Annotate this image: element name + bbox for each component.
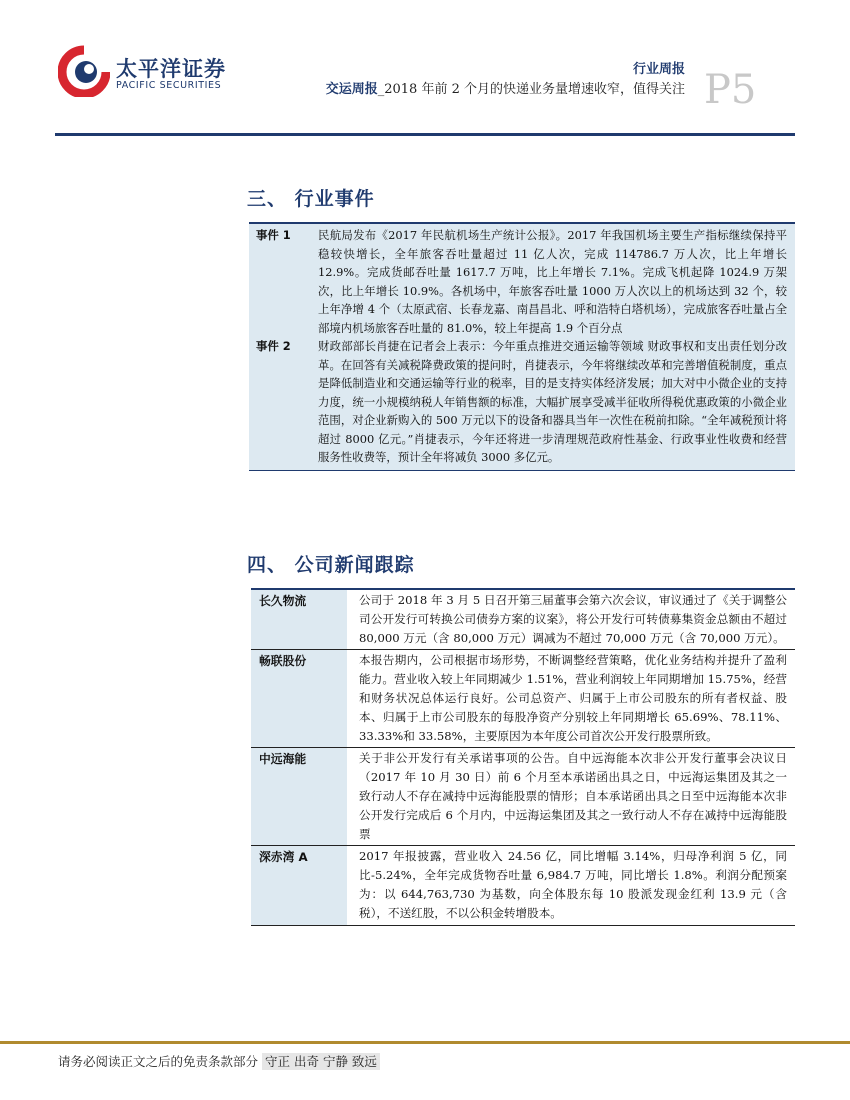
report-title xyxy=(326,78,685,97)
company-logo xyxy=(58,45,228,100)
company-name: 畅联股份 xyxy=(251,650,347,748)
section-title-company-news: 四、 公司新闻跟踪 xyxy=(247,554,415,576)
company-name: 长久物流 xyxy=(251,589,347,650)
news-row xyxy=(251,589,795,650)
news-row xyxy=(251,748,795,846)
report-type: 行业周报 xyxy=(632,62,685,77)
report-title-rest: _2018 年前 2 个月的快递业务量增速收窄，值得关注 xyxy=(377,82,685,97)
news-text: 关于非公开发行有关承诺事项的公告。自中远海能本次非公开发行董事会决议日（2017 年 10 月 30 日）前 6 个月至本承诺函出具之日，中远海运集团及其之一致行动人不存在减持中远海能股票的情形；自本承诺函出具之日至中远海能本次非公开发行完成后 6 个月内，中远海运集团及其之一致行动人不存在减持中远海能股票 xyxy=(359,751,787,841)
event-row xyxy=(249,337,795,470)
company-name: 中远海能 xyxy=(251,748,347,846)
industry-events-table xyxy=(249,222,795,471)
event-label: 事件 2 xyxy=(256,339,291,353)
header-divider xyxy=(55,133,795,136)
company-name: 深赤湾 A xyxy=(251,846,347,925)
news-text: 本报告期内，公司根据市场形势，不断调整经营策略，优化业务结构并提升了盈利能力。营业收入较上年同期减少 1.51%，营业利润较上年同期增加 15.75%，经营和财务状况总体运行良好。公司总资产、归属于上市公司股东的所有者权益、股本、归属于上市公司股东的每股净资产分别较上年同期增长 65.69%、78.11%、33.33%和 33.58%，主要原因为本年度公司首次公开发行股票所致。 xyxy=(359,653,787,743)
news-text: 2017 年报披露，营业收入 24.56 亿，同比增幅 3.14%，归母净利润 5 亿，同比-5.24%，全年完成货物吞吐量 6,984.7 万吨，同比增长 1.8%。利润分配预案为：以 644,763,730 为基数，向全体股东每 10 股派发现金红利 13.9 元（含税），不送红股，不以公积金转增股本。 xyxy=(359,849,787,920)
footer-disclaimer: 请务必阅读正文之后的免责条款部分 xyxy=(58,1054,259,1069)
event-text: 民航局发布《2017 年民航机场生产统计公报》。2017 年我国机场主要生产指标继续保持平稳较快增长，全年旅客吞吐量超过 11 亿人次，完成 114786.7 万人次，比上年增长 12.9%。完成货邮吞吐量 1617.7 万吨，比上年增长 7.1%。完成飞机起降 1024.9 万架次，比上年增长 10.9%。各机场中，年旅客吞吐量 1000 万人次以上的机场达到 32 个，较上年净增 4 个（太原武宿、长春龙嘉、南昌昌北、呼和浩特白塔机场），完成旅客吞吐量占全部境内机场旅客吞吐量的 81.0%，较上年提高 1.9 个百分点 xyxy=(318,228,787,335)
report-title-prefix: 交运周报 xyxy=(325,82,378,97)
footer-divider xyxy=(0,1041,850,1044)
pacific-securities-logo-icon xyxy=(58,45,110,97)
news-text: 公司于 2018 年 3 月 5 日召开第三届董事会第六次会议，审议通过了《关于调整公司公开发行可转换公司债券方案的议案》，将公开发行可转债募集资金总额由不超过 80,000 万元（含 80,000 万元）调减为不超过 70,000 万元（含 70,000 万元）。 xyxy=(359,593,787,645)
news-row xyxy=(251,846,795,925)
event-text: 财政部部长肖捷在记者会上表示：今年重点推进交通运输等领域 财政事权和支出责任划分改革。在回答有关减税降费政策的提问时，肖捷表示，今年将继续改革和完善增值税制度，重点是降低制造业和交通运输等行业的税率，目的是支持实体经济发展；加大对中小微企业的支持力度，统一小规模纳税人年销售额的标准，大幅扩展享受减半征收所得税优惠政策的小微企业范围，对企业新购入的 500 万元以下的设备和器具当年一次性在税前扣除。“全年减税预计将超过 8000 亿元。”肖捷表示，今年还将进一步清理规范政府性基金、行政事业性收费和经营服务性收费等，预计全年将减负 3000 多亿元。 xyxy=(318,339,787,464)
event-row xyxy=(249,223,795,337)
event-label: 事件 1 xyxy=(256,228,291,242)
footer xyxy=(58,1052,380,1070)
logo-english-name: PACIFIC SECURITIES xyxy=(116,80,222,91)
footer-motto: 守正 出奇 宁静 致远 xyxy=(262,1053,380,1070)
page-number: P5 xyxy=(704,67,757,113)
section-title-industry-events: 三、 行业事件 xyxy=(247,188,375,210)
logo-chinese-name: 太平洋证券 xyxy=(116,57,226,81)
company-news-table xyxy=(251,588,795,926)
news-row xyxy=(251,650,795,748)
